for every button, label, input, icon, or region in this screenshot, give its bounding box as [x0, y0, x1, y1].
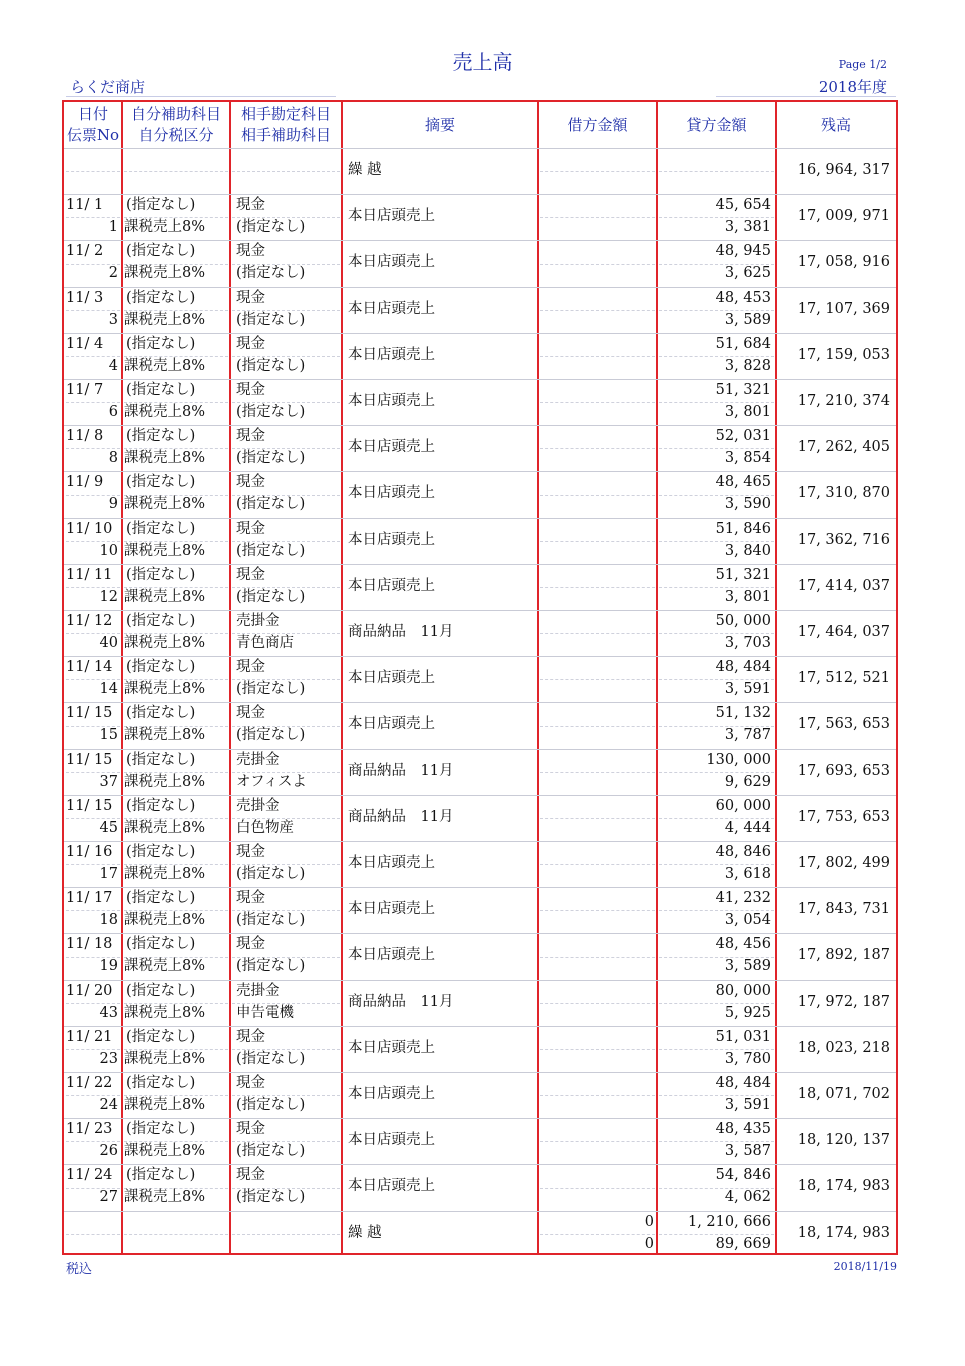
counter-sub-account: (指定なし) [236, 450, 306, 467]
entry-summary: 本日店頭売上 [348, 1086, 435, 1102]
credit-tax: 9, 629 [724, 773, 771, 790]
own-sub-account: (指定なし) [126, 566, 196, 583]
cell-divider [124, 171, 228, 172]
header-rule [64, 148, 896, 149]
voucher-no: 27 [99, 1189, 118, 1206]
cell-divider [232, 171, 340, 172]
credit-tax: 3, 587 [724, 1143, 771, 1160]
counter-sub-account: (指定なし) [236, 1189, 306, 1206]
credit-tax: 3, 591 [724, 1097, 771, 1113]
balance-amount: 17, 058, 916 [797, 254, 890, 271]
balance-amount: 17, 464, 037 [797, 624, 890, 640]
counter-account: 現金 [236, 474, 265, 491]
page-number: Page 1/2 [838, 58, 887, 71]
cell-divider [540, 1095, 655, 1096]
cell-divider [540, 495, 655, 496]
carry-in-balance: 16, 964, 317 [797, 162, 890, 178]
own-sub-account: (指定なし) [126, 1028, 196, 1045]
credit-amount: 50, 000 [715, 613, 771, 629]
cell-divider [540, 1049, 655, 1050]
entry-date: 11/ 20 [66, 982, 113, 999]
voucher-no: 1 [108, 219, 118, 236]
entry-date: 11/ 11 [66, 566, 113, 583]
credit-tax: 3, 625 [724, 265, 771, 282]
entry-date: 11/ 9 [66, 474, 104, 491]
counter-account: 現金 [236, 520, 265, 537]
credit-tax: 3, 590 [724, 496, 771, 513]
voucher-no: 6 [108, 404, 118, 420]
entry-summary: 本日店頭売上 [348, 716, 435, 733]
credit-amount: 51, 031 [715, 1028, 771, 1045]
col-credit: 貸方金額 [686, 116, 747, 134]
balance-amount: 17, 693, 653 [797, 762, 890, 779]
voucher-no: 4 [108, 357, 118, 374]
counter-sub-account: (指定なし) [236, 1143, 306, 1160]
counter-sub-account: (指定なし) [236, 958, 306, 975]
cell-divider [540, 310, 655, 311]
entry-date: 11/ 21 [66, 1028, 113, 1045]
cell-divider [540, 1141, 655, 1142]
entry-date: 11/ 3 [66, 289, 104, 306]
entry-summary: 本日店頭売上 [348, 855, 435, 871]
own-sub-account: (指定なし) [126, 982, 196, 999]
credit-tax: 3, 591 [724, 681, 771, 698]
credit-amount: 48, 484 [715, 659, 771, 676]
own-tax-category: 課税売上8% [124, 866, 206, 882]
counter-sub-account: 青色商店 [236, 635, 294, 651]
balance-amount: 17, 843, 731 [797, 901, 890, 918]
credit-tax: 3, 780 [724, 1050, 771, 1067]
cell-divider [540, 957, 655, 958]
balance-amount: 17, 310, 870 [797, 485, 890, 502]
own-tax-category: 課税売上8% [124, 1143, 206, 1160]
counter-sub-account: (指定なし) [236, 496, 306, 513]
col-counter-account: 相手勘定科目 [240, 105, 331, 123]
entry-summary: 本日店頭売上 [348, 670, 435, 687]
voucher-no: 26 [99, 1143, 118, 1160]
balance-amount: 18, 120, 137 [797, 1132, 890, 1149]
counter-account: 現金 [236, 1075, 265, 1091]
entry-date: 11/ 1 [66, 197, 104, 214]
counter-account: 売掛金 [236, 797, 280, 814]
voucher-no: 19 [99, 958, 118, 975]
counter-account: 現金 [236, 890, 265, 907]
counter-sub-account: オフィスよ [236, 773, 307, 790]
balance-amount: 17, 563, 653 [797, 716, 890, 733]
credit-amount: 48, 453 [715, 289, 771, 306]
credit-tax: 3, 787 [724, 727, 771, 744]
counter-sub-account: (指定なし) [236, 542, 306, 559]
credit-tax: 3, 381 [724, 219, 771, 236]
counter-sub-account: (指定なし) [236, 727, 306, 744]
carry-out-credit: 1, 210, 666 [687, 1213, 771, 1230]
own-sub-account: (指定なし) [126, 520, 196, 537]
entry-date: 11/ 4 [66, 335, 104, 352]
cell-divider [540, 818, 655, 819]
own-sub-account: (指定なし) [126, 936, 196, 953]
counter-account: 現金 [236, 1028, 265, 1045]
column-divider [537, 102, 539, 1253]
row-rule [64, 1211, 896, 1212]
balance-amount: 17, 159, 053 [797, 346, 890, 363]
cell-divider [540, 679, 655, 680]
cell-divider [540, 864, 655, 865]
entry-date: 11/ 22 [66, 1075, 113, 1091]
credit-amount: 41, 232 [715, 890, 771, 907]
cell-divider [232, 1234, 340, 1235]
credit-amount: 51, 846 [715, 520, 771, 537]
col-own-tax: 自分税区分 [138, 126, 214, 144]
counter-sub-account: 白色物産 [236, 819, 294, 836]
cell-divider [540, 402, 655, 403]
own-sub-account: (指定なし) [126, 751, 196, 768]
counter-account: 現金 [236, 382, 265, 398]
cell-divider [540, 1003, 655, 1004]
voucher-no: 43 [99, 1004, 118, 1021]
credit-amount: 80, 000 [715, 982, 771, 999]
credit-amount: 54, 846 [715, 1167, 771, 1184]
entry-summary: 本日店頭売上 [348, 393, 435, 409]
counter-sub-account: (指定なし) [236, 265, 306, 282]
entry-summary: 商品納品 11月 [348, 808, 454, 825]
cell-divider [540, 587, 655, 588]
entry-summary: 本日店頭売上 [348, 947, 435, 964]
voucher-no: 24 [99, 1097, 118, 1113]
cell-divider [540, 171, 655, 172]
entry-date: 11/ 15 [66, 705, 113, 722]
credit-tax: 3, 618 [724, 866, 771, 882]
cell-divider [540, 1188, 655, 1189]
counter-account: 現金 [236, 289, 265, 306]
credit-tax: 3, 840 [724, 542, 771, 559]
carry-out-summary: 繰 越 [348, 1224, 382, 1241]
counter-account: 現金 [236, 705, 265, 722]
entry-date: 11/ 14 [66, 659, 113, 676]
balance-amount: 17, 802, 499 [797, 855, 890, 871]
counter-sub-account: (指定なし) [236, 681, 306, 698]
balance-amount: 17, 107, 369 [797, 300, 890, 317]
entry-summary: 本日店頭売上 [348, 300, 435, 317]
own-tax-category: 課税売上8% [124, 1050, 206, 1067]
voucher-no: 14 [99, 681, 118, 698]
counter-account: 現金 [236, 243, 265, 260]
entry-summary: 商品納品 11月 [348, 993, 454, 1010]
cell-divider [540, 910, 655, 911]
own-tax-category: 課税売上8% [124, 635, 206, 651]
credit-tax: 5, 925 [724, 1004, 771, 1021]
own-tax-category: 課税売上8% [124, 958, 206, 975]
voucher-no: 3 [108, 311, 118, 328]
own-tax-category: 課税売上8% [124, 219, 206, 236]
own-tax-category: 課税売上8% [124, 265, 206, 282]
col-summary: 摘要 [424, 116, 455, 134]
print-date: 2018/11/19 [833, 1260, 897, 1273]
carry-out-debit: 0 [644, 1213, 654, 1230]
own-sub-account: (指定なし) [126, 382, 196, 398]
entry-date: 11/ 15 [66, 751, 113, 768]
voucher-no: 10 [99, 542, 118, 559]
credit-tax: 3, 054 [724, 912, 771, 929]
own-sub-account: (指定なし) [126, 1075, 196, 1091]
balance-amount: 17, 210, 374 [797, 393, 890, 409]
credit-amount: 48, 846 [715, 844, 771, 860]
credit-amount: 45, 654 [715, 197, 771, 214]
counter-sub-account: (指定なし) [236, 588, 306, 605]
own-tax-category: 課税売上8% [124, 357, 206, 374]
counter-sub-account: (指定なし) [236, 404, 306, 420]
year-underline [716, 96, 896, 97]
voucher-no: 8 [108, 450, 118, 467]
own-sub-account: (指定なし) [126, 428, 196, 445]
cell-divider [66, 1234, 120, 1235]
credit-tax: 3, 801 [724, 588, 771, 605]
entry-date: 11/ 24 [66, 1167, 113, 1184]
credit-amount: 48, 456 [715, 936, 771, 953]
balance-amount: 17, 009, 971 [797, 208, 890, 225]
credit-tax: 3, 703 [724, 635, 771, 651]
col-own-sub: 自分補助科目 [130, 105, 221, 123]
voucher-no: 12 [99, 588, 118, 605]
voucher-no: 40 [99, 635, 118, 651]
column-divider [775, 102, 777, 1253]
carry-in-summary: 繰 越 [348, 162, 382, 178]
cell-divider [540, 217, 655, 218]
own-sub-account: (指定なし) [126, 243, 196, 260]
counter-account: 売掛金 [236, 982, 280, 999]
entry-date: 11/ 7 [66, 382, 104, 398]
counter-account: 現金 [236, 428, 265, 445]
credit-amount: 48, 945 [715, 243, 771, 260]
balance-amount: 18, 071, 702 [797, 1086, 890, 1102]
own-sub-account: (指定なし) [126, 335, 196, 352]
column-divider [121, 102, 123, 1253]
col-balance: 残高 [820, 116, 851, 134]
counter-sub-account: (指定なし) [236, 219, 306, 236]
counter-account: 現金 [236, 659, 265, 676]
col-debit: 借方金額 [567, 116, 628, 134]
own-sub-account: (指定なし) [126, 289, 196, 306]
own-tax-category: 課税売上8% [124, 773, 206, 790]
entry-date: 11/ 17 [66, 890, 113, 907]
balance-amount: 17, 753, 653 [797, 808, 890, 825]
counter-account: 売掛金 [236, 613, 280, 629]
credit-tax: 3, 801 [724, 404, 771, 420]
own-tax-category: 課税売上8% [124, 1097, 206, 1113]
entry-summary: 本日店頭売上 [348, 577, 435, 594]
credit-amount: 51, 321 [715, 382, 771, 398]
balance-amount: 18, 023, 218 [797, 1039, 890, 1056]
own-sub-account: (指定なし) [126, 197, 196, 214]
entry-summary: 本日店頭売上 [348, 485, 435, 502]
shop-name: らくだ商店 [70, 78, 146, 96]
voucher-no: 9 [108, 496, 118, 513]
carry-out-debit-tax: 0 [644, 1235, 654, 1252]
credit-amount: 48, 484 [715, 1075, 771, 1091]
own-tax-category: 課税売上8% [124, 588, 206, 605]
counter-account: 現金 [236, 1167, 265, 1184]
credit-tax: 3, 589 [724, 958, 771, 975]
credit-amount: 51, 684 [715, 335, 771, 352]
cell-divider [540, 633, 655, 634]
counter-account: 現金 [236, 936, 265, 953]
entry-date: 11/ 2 [66, 243, 104, 260]
tax-included-note: 税込 [66, 1262, 93, 1277]
counter-account: 現金 [236, 566, 265, 583]
credit-tax: 4, 062 [724, 1189, 771, 1206]
cell-divider [540, 264, 655, 265]
cell-divider [540, 726, 655, 727]
credit-tax: 3, 854 [724, 450, 771, 467]
own-sub-account: (指定なし) [126, 1121, 196, 1138]
cell-divider [659, 171, 774, 172]
balance-amount: 17, 414, 037 [797, 577, 890, 594]
entry-summary: 本日店頭売上 [348, 1132, 435, 1149]
entry-date: 11/ 12 [66, 613, 113, 629]
entry-summary: 本日店頭売上 [348, 439, 435, 456]
entry-summary: 本日店頭売上 [348, 208, 435, 225]
counter-sub-account: (指定なし) [236, 1050, 306, 1067]
credit-amount: 51, 321 [715, 566, 771, 583]
cell-divider [540, 356, 655, 357]
own-sub-account: (指定なし) [126, 705, 196, 722]
entry-date: 11/ 16 [66, 844, 113, 860]
own-sub-account: (指定なし) [126, 797, 196, 814]
own-tax-category: 課税売上8% [124, 681, 206, 698]
voucher-no: 15 [99, 727, 118, 744]
cell-divider [124, 1234, 228, 1235]
counter-sub-account: (指定なし) [236, 866, 306, 882]
cell-divider [540, 448, 655, 449]
counter-sub-account: (指定なし) [236, 1097, 306, 1113]
entry-summary: 本日店頭売上 [348, 531, 435, 548]
voucher-no: 2 [108, 265, 118, 282]
cell-divider [540, 772, 655, 773]
counter-sub-account: 申告電機 [236, 1004, 294, 1021]
shop-underline [66, 96, 336, 97]
own-sub-account: (指定なし) [126, 659, 196, 676]
ledger-table [62, 100, 898, 1255]
own-sub-account: (指定なし) [126, 1167, 196, 1184]
credit-amount: 60, 000 [715, 797, 771, 814]
column-divider [341, 102, 343, 1253]
credit-amount: 130, 000 [706, 751, 771, 768]
fiscal-year: 2018年度 [818, 78, 887, 96]
credit-amount: 51, 132 [715, 705, 771, 722]
entry-summary: 本日店頭売上 [348, 254, 435, 271]
entry-date: 11/ 15 [66, 797, 113, 814]
entry-date: 11/ 10 [66, 520, 113, 537]
credit-amount: 48, 465 [715, 474, 771, 491]
entry-date: 11/ 8 [66, 428, 104, 445]
cell-divider [540, 541, 655, 542]
credit-tax: 3, 589 [724, 311, 771, 328]
counter-account: 現金 [236, 335, 265, 352]
entry-date: 11/ 18 [66, 936, 113, 953]
credit-amount: 48, 435 [715, 1121, 771, 1138]
own-sub-account: (指定なし) [126, 613, 196, 629]
voucher-no: 17 [99, 866, 118, 882]
balance-amount: 18, 174, 983 [797, 1178, 890, 1195]
entry-summary: 本日店頭売上 [348, 901, 435, 918]
col-date: 日付 [77, 105, 108, 123]
entry-summary: 本日店頭売上 [348, 1178, 435, 1195]
voucher-no: 18 [99, 912, 118, 929]
own-tax-category: 課税売上8% [124, 1189, 206, 1206]
counter-sub-account: (指定なし) [236, 912, 306, 929]
entry-summary: 本日店頭売上 [348, 346, 435, 363]
voucher-no: 23 [99, 1050, 118, 1067]
own-tax-category: 課税売上8% [124, 819, 206, 836]
counter-sub-account: (指定なし) [236, 311, 306, 328]
col-voucher: 伝票No [66, 126, 120, 144]
entry-summary: 本日店頭売上 [348, 1039, 435, 1056]
counter-account: 現金 [236, 197, 265, 214]
own-tax-category: 課税売上8% [124, 404, 206, 420]
own-tax-category: 課税売上8% [124, 912, 206, 929]
own-tax-category: 課税売上8% [124, 496, 206, 513]
counter-sub-account: (指定なし) [236, 357, 306, 374]
own-tax-category: 課税売上8% [124, 727, 206, 744]
column-divider [656, 102, 658, 1253]
own-tax-category: 課税売上8% [124, 1004, 206, 1021]
carry-out-balance: 18, 174, 983 [797, 1224, 890, 1241]
own-sub-account: (指定なし) [126, 474, 196, 491]
balance-amount: 17, 362, 716 [797, 531, 890, 548]
voucher-no: 45 [99, 819, 118, 836]
balance-amount: 17, 262, 405 [797, 439, 890, 456]
entry-summary: 商品納品 11月 [348, 762, 454, 779]
balance-amount: 17, 972, 187 [797, 993, 890, 1010]
balance-amount: 17, 512, 521 [797, 670, 890, 687]
counter-account: 現金 [236, 844, 265, 860]
own-tax-category: 課税売上8% [124, 542, 206, 559]
credit-tax: 3, 828 [724, 357, 771, 374]
page-title: 売上高 [452, 50, 513, 74]
counter-account: 売掛金 [236, 751, 280, 768]
entry-date: 11/ 23 [66, 1121, 113, 1138]
balance-amount: 17, 892, 187 [797, 947, 890, 964]
own-tax-category: 課税売上8% [124, 450, 206, 467]
own-sub-account: (指定なし) [126, 844, 196, 860]
entry-summary: 商品納品 11月 [348, 624, 454, 640]
voucher-no: 37 [99, 773, 118, 790]
own-tax-category: 課税売上8% [124, 311, 206, 328]
credit-tax: 4, 444 [724, 819, 771, 836]
col-counter-sub: 相手補助科目 [240, 126, 331, 144]
own-sub-account: (指定なし) [126, 890, 196, 907]
counter-account: 現金 [236, 1121, 265, 1138]
cell-divider [66, 171, 120, 172]
carry-out-credit-tax: 89, 669 [715, 1235, 771, 1252]
credit-amount: 52, 031 [715, 428, 771, 445]
